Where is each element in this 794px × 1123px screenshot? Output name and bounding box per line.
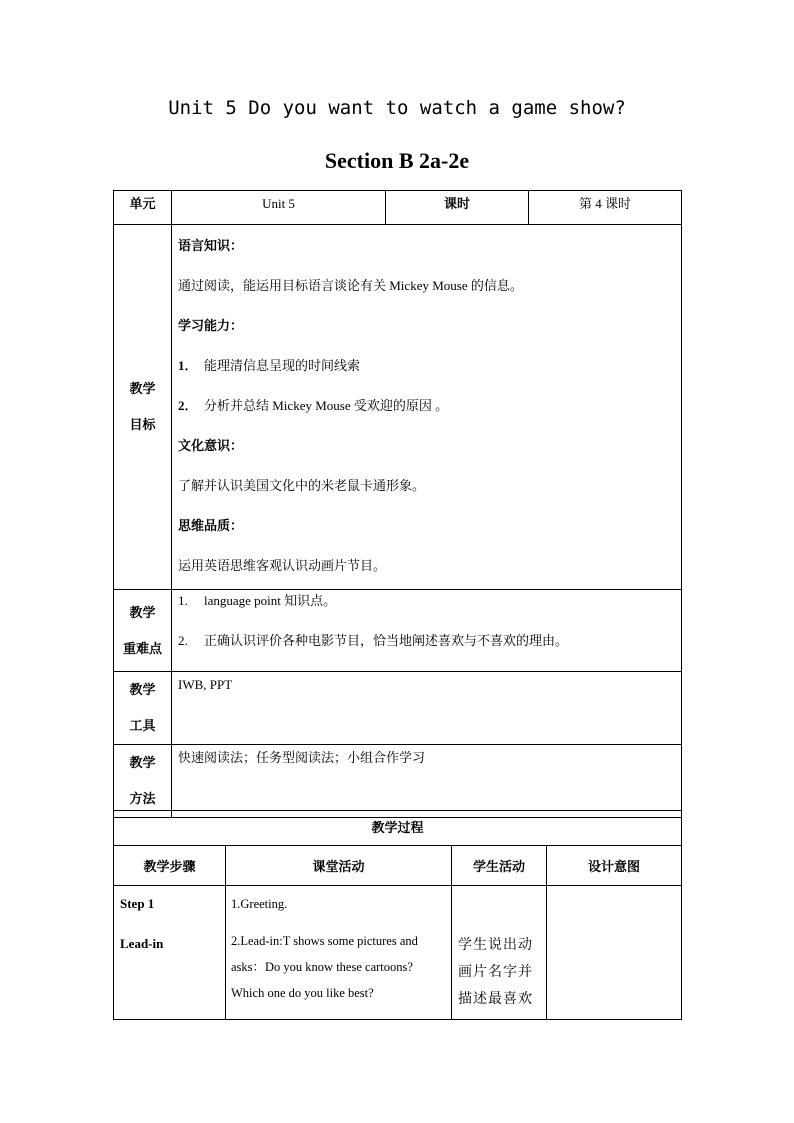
tools-row xyxy=(114,672,682,745)
column-header: 教学步骤 xyxy=(114,846,226,886)
tools-value: IWB, PPT xyxy=(172,672,682,745)
document-subtitle: Section B 2a-2e xyxy=(324,148,470,173)
unit-label: 单元 xyxy=(114,191,172,225)
tools-label: 教学 工具 xyxy=(114,672,172,745)
key-points-content xyxy=(172,590,682,672)
objective-text: 了解并认识美国文化中的米老鼠卡通形象。 xyxy=(178,478,426,493)
process-step-row xyxy=(114,886,682,1020)
period-label: 课时 xyxy=(386,191,529,225)
period-value: 第 4 课时 xyxy=(529,191,682,225)
key-points-row xyxy=(114,590,682,672)
key-points-label: 教学 重难点 xyxy=(114,590,172,672)
objective-text: 通过阅读，能运用目标语言谈论有关 Mickey Mouse 的信息。 xyxy=(178,278,523,293)
process-table xyxy=(113,810,682,1020)
unit-value: Unit 5 xyxy=(172,191,386,225)
objective-item: 1． 能理清信息呈现的时间线索 xyxy=(178,358,361,373)
process-heading: 教学过程 xyxy=(114,811,682,846)
methods-value: 快速阅读法；任务型阅读法；小组合作学习 xyxy=(172,745,682,818)
student-activity-cell: 学生说出动画片名字并描述最喜欢 xyxy=(452,886,547,1020)
objectives-row xyxy=(114,225,682,590)
header-row xyxy=(114,191,682,225)
objective-heading-culture: 文化意识： xyxy=(178,438,244,453)
step-cell: Step 1 Lead-in xyxy=(114,886,226,1020)
document-title: Unit 5 Do you want to watch a game show? xyxy=(168,97,626,119)
process-columns-row xyxy=(114,846,682,886)
objectives-label: 教学 目标 xyxy=(114,225,172,590)
objectives-content xyxy=(172,225,682,590)
objective-text: 运用英语思维客观认识动画片节目。 xyxy=(178,558,387,573)
objective-item: 2． 分析并总结 Mickey Mouse 受欢迎的原因 。 xyxy=(178,398,449,413)
methods-row xyxy=(114,745,682,818)
methods-label: 教学 方法 xyxy=(114,745,172,818)
column-header: 设计意图 xyxy=(547,846,682,886)
lesson-info-table xyxy=(113,190,682,818)
column-header: 学生活动 xyxy=(452,846,547,886)
process-heading-row xyxy=(114,811,682,846)
design-intent-cell xyxy=(547,886,682,1020)
key-point-item: 2. 正确认识评价各种电影节目，恰当地阐述喜欢与不喜欢的理由。 xyxy=(178,633,569,648)
column-header: 课堂活动 xyxy=(226,846,452,886)
objective-heading-language: 语言知识： xyxy=(178,238,244,253)
key-point-item: 1. language point 知识点。 xyxy=(178,593,337,608)
objective-heading-thinking: 思维品质： xyxy=(178,518,244,533)
activity-cell: 1.Greeting. 2.Lead-in:T shows some pictures and asks：Do you know these cartoons? Which one do you like best? xyxy=(226,886,452,1020)
objective-heading-ability: 学习能力： xyxy=(178,318,244,333)
